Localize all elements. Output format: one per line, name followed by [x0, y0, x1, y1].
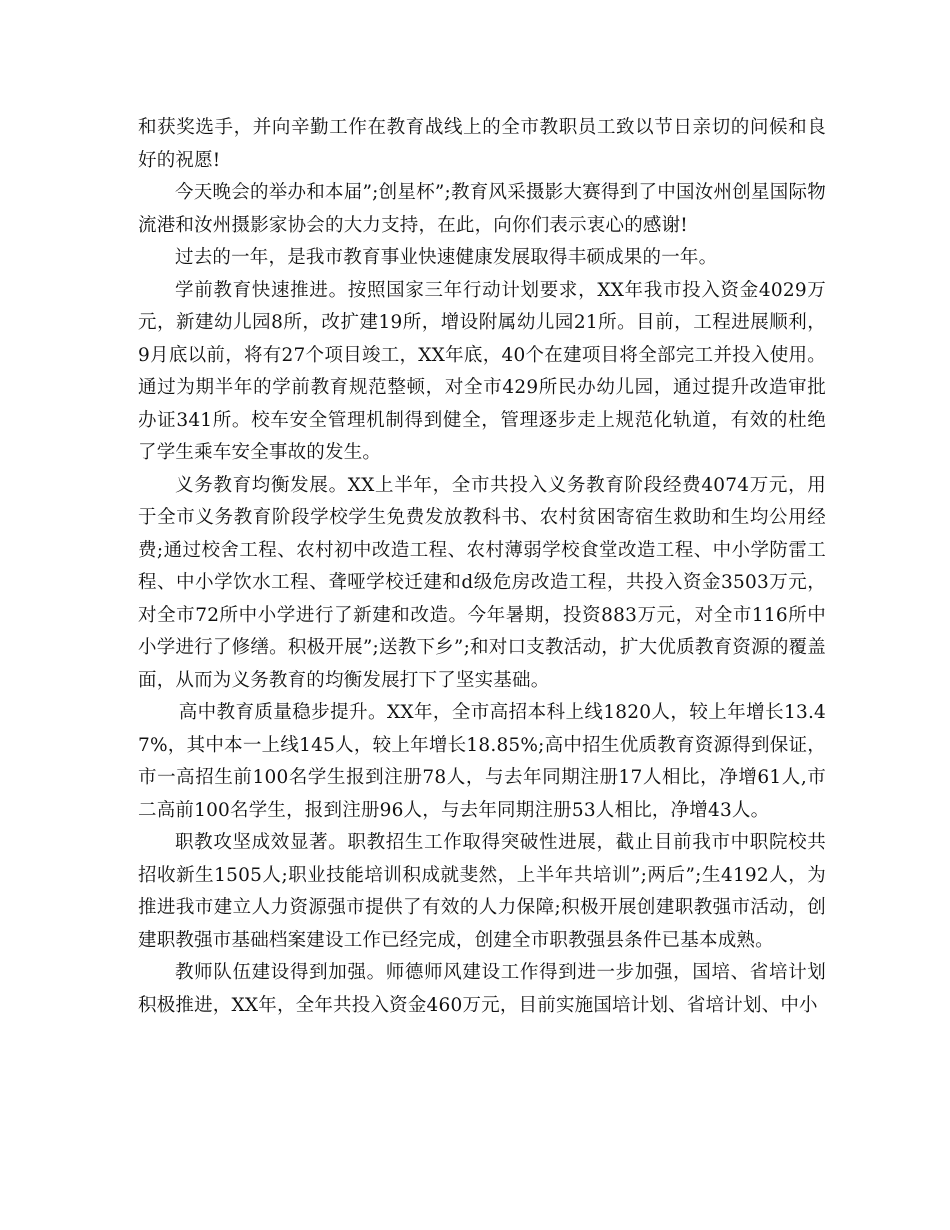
paragraph-summary: 过去的一年，是我市教育事业快速健康发展取得丰硕成果的一年。	[175, 247, 718, 268]
paragraph-greeting: 和获奖选手，并向辛勤工作在教育战线上的全市教职员工致以节日亲切的问候和良好的祝愿!	[138, 117, 826, 171]
paragraph-high-school-education: 高中教育质量稳步提升。XX年，全市高招本科上线1820人，较上年增长13.47%，其中本一上线145人，较上年增长18.85%;高中招生优质教育资源得到保证，市一高招生前100名学生报到注册78人，与去年同期注册17人相比，净增61人,市二高前100名学生，报到注册96人，与去年同期注册53人相比，净增43人。	[138, 702, 826, 821]
document-page	[138, 112, 826, 1022]
paragraph-thanks: 今天晚会的举办和本届”;创星杯”;教育风采摄影大赛得到了中国汝州创星国际物流港和汝州摄影家协会的大力支持，在此，向你们表示衷心的感谢!	[138, 182, 826, 236]
paragraph-compulsory-education: 义务教育均衡发展。XX上半年，全市共投入义务教育阶段经费4074万元，用于全市义务教育阶段学校学生免费发放教科书、农村贫困寄宿生救助和生均公用经费;通过校舍工程、农村初中改造工程、农村薄弱学校食堂改造工程、中小学防雷工程、中小学饮水工程、聋哑学校迁建和d级危房改造工程，共投入资金3503万元，对全市72所中小学进行了新建和改造。今年暑期，投资883万元，对全市116所中小学进行了修缮。积极开展”;送教下乡”;和对口支教活动，扩大优质教育资源的覆盖面，从而为义务教育的均衡发展打下了坚实基础。	[138, 474, 826, 691]
paragraph-vocational-education: 职教攻坚成效显著。职教招生工作取得突破性进展，截止目前我市中职院校共招收新生1505人;职业技能培训积成就斐然，上半年共培训”;两后”;生4192人，为推进我市建立人力资源强市提供了有效的人力保障;积极开展创建职教强市活动，创建职教强市基础档案建设工作已经完成，创建全市职教强县条件已基本成熟。	[138, 832, 826, 951]
paragraph-preschool-education: 学前教育快速推进。按照国家三年行动计划要求，XX年我市投入资金4029万元，新建幼儿园8所，改扩建19所，增设附属幼儿园21所。目前，工程进展顺利，9月底以前，将有27个项目竣工，XX年底，40个在建项目将全部完工并投入使用。通过为期半年的学前教育规范整顿，对全市429所民办幼儿园，通过提升改造审批办证341所。校车安全管理机制得到健全，管理逐步走上规范化轨道，有效的杜绝了学生乘车安全事故的发生。	[138, 279, 826, 463]
paragraph-teacher-training: 教师队伍建设得到加强。师德师风建设工作得到进一步加强，国培、省培计划积极推进，XX年，全年共投入资金460万元，目前实施国培计划、省培计划、中小	[138, 962, 826, 1016]
